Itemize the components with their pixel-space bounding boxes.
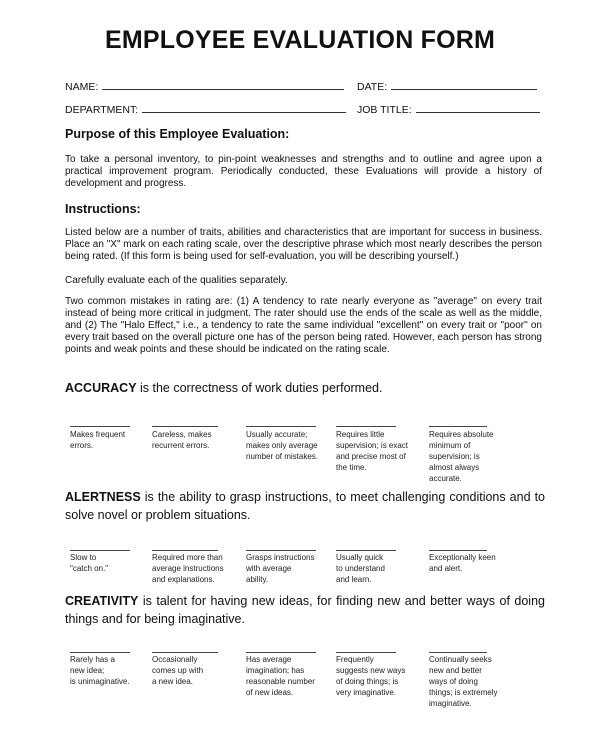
rating-option: Exceptionally keen and alert. (429, 553, 496, 573)
rating-option: Usually accurate; makes only average number of mistakes. (246, 430, 319, 461)
rating-option: Grasps instructions with average ability. (246, 553, 315, 584)
rating-line[interactable] (336, 652, 396, 653)
rating-option: Careless, makes recurrent errors. (152, 430, 212, 450)
instructions-paragraph-3: Two common mistakes in rating are: (1) A tendency to rate nearly everyone as "average" on every trait instead of being more critical in judgment. The rater should use the ends of the scale as well as the middle, and (2) The "Halo Effect," i.e., a tendency to rate the same individual "excellent" on every trait or "poor" on every trait based on the overall picture one has of the person being rated. However, each person has strong points and weak points and these should be indicated on the rating scale. (65, 296, 542, 355)
rating-line[interactable] (429, 426, 487, 427)
rating-line[interactable] (70, 652, 130, 653)
purpose-text: To take a personal inventory, to pin-point weaknesses and strengths and to outline and agree upon a practical improvement program. Periodically conducted, these Evaluations will provide a history of development and progress. (65, 154, 542, 189)
name-field-row (65, 80, 344, 93)
rating-option: Rarely has a new idea; is unimaginative. (70, 655, 130, 686)
trait-creativity (65, 592, 545, 628)
trait-description: is the correctness of work duties performed. (136, 381, 383, 395)
rating-line[interactable] (152, 652, 218, 653)
date-input-line[interactable] (391, 80, 537, 90)
trait-name: ALERTNESS (65, 490, 141, 504)
rating-option: Requires absolute minimum of supervision; is almost always accurate. (429, 430, 494, 483)
rating-line[interactable] (429, 652, 487, 653)
job-title-input-line[interactable] (416, 103, 540, 113)
trait-name: ACCURACY (65, 381, 137, 395)
job-title-label: JOB TITLE: (357, 104, 412, 116)
trait-accuracy (65, 379, 545, 397)
rating-line[interactable] (246, 652, 316, 653)
rating-option: Required more than average instructions and explanations. (152, 553, 224, 584)
rating-option: Has average imagination; has reasonable number of new ideas. (246, 655, 315, 697)
rating-option: Usually quick to understand and learn. (336, 553, 385, 584)
form-title: EMPLOYEE EVALUATION FORM (105, 26, 495, 54)
trait-name: CREATIVITY (65, 594, 139, 608)
rating-option: Slow to "catch on." (70, 553, 109, 573)
date-label: DATE: (357, 81, 388, 93)
rating-line[interactable] (246, 550, 316, 551)
trait-description: is the ability to grasp instructions, to meet challenging conditions and to solve novel or problem situations. (65, 490, 545, 522)
department-field-row (65, 103, 346, 116)
name-label: NAME: (65, 81, 99, 93)
rating-line[interactable] (70, 550, 130, 551)
instructions-heading: Instructions: (65, 202, 141, 216)
purpose-heading: Purpose of this Employee Evaluation: (65, 127, 290, 141)
date-field-row (357, 80, 537, 93)
department-label: DEPARTMENT: (65, 104, 139, 116)
job-title-field-row (357, 103, 540, 116)
rating-option: Frequently suggests new ways of doing things; is very imaginative. (336, 655, 406, 697)
rating-line[interactable] (70, 426, 130, 427)
rating-option: Occasionally comes up with a new idea. (152, 655, 204, 686)
rating-option: Continually seeks new and better ways of doing things; is extremely imaginative. (429, 655, 498, 708)
name-input-line[interactable] (102, 80, 344, 90)
rating-line[interactable] (336, 426, 396, 427)
rating-line[interactable] (246, 426, 316, 427)
instructions-paragraph-2: Carefully evaluate each of the qualities separately. (65, 275, 288, 286)
trait-description: is talent for having new ideas, for finding new and better ways of doing things and for being imaginative. (65, 594, 545, 626)
instructions-paragraph-1: Listed below are a number of traits, abilities and characteristics that are important for success in business. Place an "X" mark on each rating scale, over the descriptive phrase which most nearly describes the person being rated. (If this form is being used for self-evaluation, you will be describing yourself.) (65, 227, 542, 262)
department-input-line[interactable] (142, 103, 346, 113)
rating-option: Requires little supervision; is exact and precise most of the time. (336, 430, 409, 472)
rating-line[interactable] (152, 426, 218, 427)
trait-alertness (65, 488, 545, 524)
rating-line[interactable] (429, 550, 487, 551)
rating-line[interactable] (336, 550, 396, 551)
rating-option: Makes frequent errors. (70, 430, 126, 450)
rating-line[interactable] (152, 550, 218, 551)
